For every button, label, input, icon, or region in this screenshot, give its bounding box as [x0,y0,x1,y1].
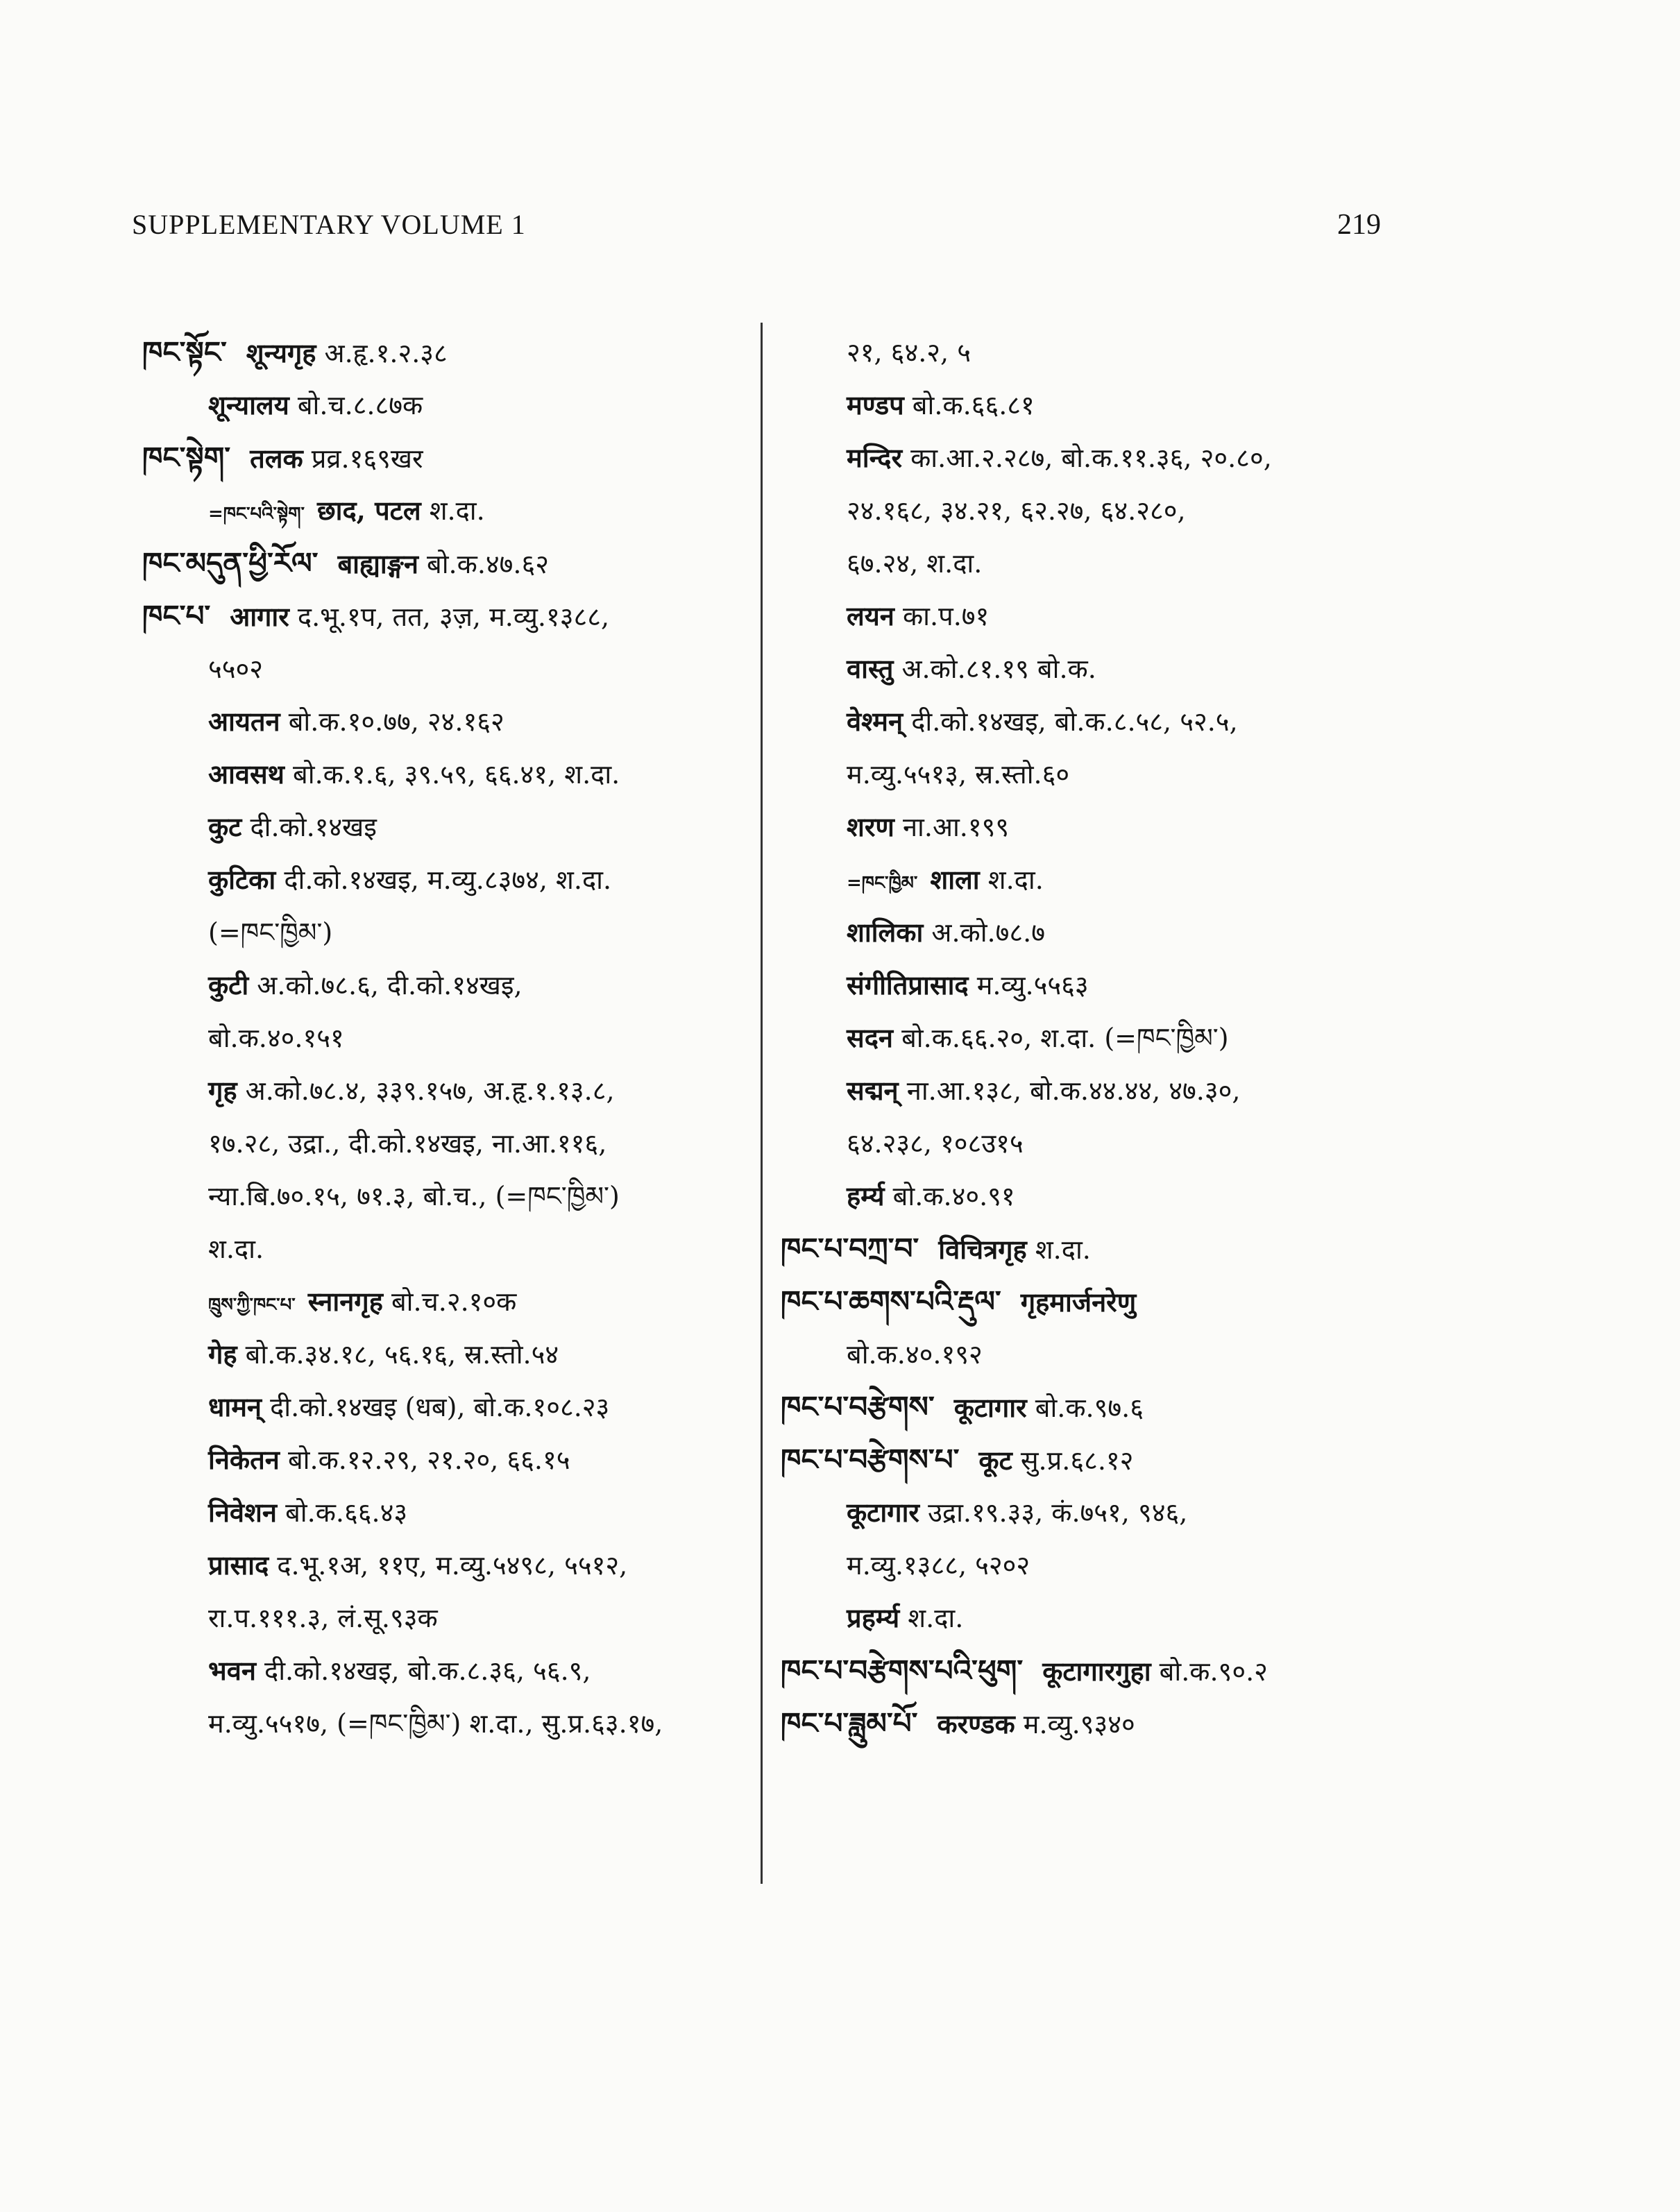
dictionary-line [142,1117,753,1170]
source-reference: दी.को.१४खइ, म.व्यु.८३७४, श.दा. [284,865,612,895]
source-reference: बो.क.६६.८१ [912,390,1035,420]
right-column [781,326,1405,1750]
source-reference: बो.च.२.१०क [391,1286,517,1317]
source-reference: १७.२८, उद्रा., दी.को.१४खइ, ना.आ.११६, [208,1128,607,1159]
sanskrit-headword: गेह [208,1338,237,1370]
source-reference: म.व्यु.५५६३ [976,970,1089,1001]
source-reference: अ.को.७८.६, दी.को.१४खइ, [257,970,523,1001]
source-reference: बो.च.८.८७क [297,390,423,420]
source-reference: बो.क.६६.४३ [285,1497,408,1528]
sanskrit-headword: आयतन [208,706,280,737]
sanskrit-headword: वेश्मन् [847,706,903,737]
dictionary-line [142,695,753,748]
sanskrit-headword: कूटागार [847,1497,919,1528]
dictionary-line [781,906,1405,959]
left-column [142,326,753,1750]
sanskrit-headword: प्रासाद [208,1549,269,1581]
source-reference: २४.१६८, ३४.२१, ६२.२७, ६४.२८०, [847,495,1186,526]
tibetan-crossref: =ཁང་ཁྱིམ་ [847,873,918,894]
source-reference: अ.को.८१.१९ बो.क. [901,654,1096,684]
tibetan-term: ཁང་པ་ཆགས་པའི་རྡུལ་ [781,1284,1001,1318]
sanskrit-headword: मन्दिर [847,442,903,473]
dictionary-line [142,326,753,379]
dictionary-line [142,1223,753,1275]
sanskrit-headword: विचित्रगृह [938,1234,1027,1265]
source-reference: बो.क.१.६, ३९.५९, ६६.४१, श.दा. [293,759,620,790]
dictionary-line [781,1170,1405,1223]
source-reference: का.प.७१ [903,601,990,631]
dictionary-line [781,748,1405,801]
sanskrit-headword: लयन [847,600,894,631]
source-reference: म.व्यु.९३४० [1023,1709,1135,1739]
source-reference: म.व्यु.५५१७, (=ཁང་ཁྱིམ་) श.दा., सु.प्र.६३.१७, [208,1708,663,1739]
sanskrit-headword: कूटागारगुहा [1042,1656,1151,1687]
source-reference: श.दा. [208,1234,264,1264]
dictionary-line [781,853,1405,906]
dictionary-line [781,1644,1405,1697]
dictionary-line [142,853,753,906]
dictionary-line [142,1012,753,1064]
dictionary-line [781,1012,1405,1064]
sanskrit-headword: कुटिका [208,864,276,895]
dictionary-line [781,1328,1405,1381]
dictionary-line [142,379,753,432]
dictionary-line [781,1223,1405,1275]
page-number: 219 [1337,209,1381,241]
tibetan-crossref: ཁྲུས་ཀྱི་ཁང་པ་ [208,1295,296,1316]
dictionary-line [142,432,753,484]
source-reference: ना.आ.१३८, बो.क.४४.४४, ४७.३०, [906,1075,1241,1106]
dictionary-line [142,1592,753,1644]
source-reference: म.व्यु.१३८८, ५२०२ [847,1550,1030,1581]
source-reference: बो.क.१०.७७, २४.१६२ [288,706,504,737]
source-reference: अ.को.७८.४, ३३९.१५७, अ.हृ.१.१३.८, [245,1075,615,1106]
sanskrit-headword: वास्तु [847,653,894,684]
source-reference: दी.को.१४खइ, बो.क.८.५८, ५२.५, [911,706,1238,737]
sanskrit-headword: स्नानगृह [307,1286,383,1317]
tibetan-term: ཁང་སྟོང་ [142,335,227,369]
dictionary-line [142,801,753,853]
tibetan-term: ཁང་པ་བརྩེགས་པའི་ཕུག་ [781,1653,1024,1687]
sanskrit-headword: आगार [230,601,289,632]
source-reference: श.दा. [429,495,485,526]
dictionary-line [142,1381,753,1433]
sanskrit-headword: करण्डक [937,1708,1015,1739]
sanskrit-headword: तलक [250,443,303,474]
source-reference: बो.क.४०.९१ [892,1181,1015,1211]
dictionary-line [781,1381,1405,1433]
source-reference: ५५०२ [208,654,264,684]
dictionary-line [781,537,1405,590]
dictionary-line [142,1486,753,1539]
source-reference: बो.क.४०.१९२ [847,1339,983,1370]
dictionary-line [142,1433,753,1486]
dictionary-line [781,1275,1405,1328]
dictionary-line [142,1170,753,1223]
tibetan-term: ཁང་པ་བརྩེགས་པ་ [781,1443,960,1477]
source-reference: न्या.बि.७०.१५, ७१.३, बो.च., (=ཁང་ཁྱིམ་) [208,1181,620,1211]
dictionary-line [781,959,1405,1012]
sanskrit-headword: हर्म्य [847,1180,885,1211]
dictionary-line [781,1117,1405,1170]
dictionary-line [142,643,753,695]
source-reference: श.दा. [908,1603,964,1633]
dictionary-line [142,906,753,959]
source-reference: अ.को.७८.७ [931,917,1045,948]
dictionary-line [142,1275,753,1328]
dictionary-line [142,748,753,801]
sanskrit-headword: गृह [208,1075,237,1106]
source-reference: श.दा. [987,865,1044,895]
sanskrit-headword: शाला [930,864,980,895]
source-reference: ६७.२४, श.दा. [847,548,983,579]
sanskrit-headword: धामन् [208,1391,262,1422]
sanskrit-headword: शालिका [847,917,924,948]
source-reference: प्रव्र.१६९खर [311,443,423,474]
sanskrit-headword: मण्डप [847,389,904,420]
dictionary-line [781,326,1405,379]
dictionary-line [142,484,753,537]
source-reference: उद्रा.१९.३३, कं.७५१, ९४६, [928,1497,1188,1528]
dictionary-line [781,643,1405,695]
running-title: SUPPLEMENTARY VOLUME 1 [132,209,526,240]
source-reference: दी.को.१४खइ (धब), बो.क.१०८.२३ [270,1392,610,1422]
sanskrit-headword: सद्मन् [847,1075,899,1106]
source-reference: अ.हृ.१.२.३८ [324,338,448,368]
dictionary-line [781,379,1405,432]
dictionary-line [781,1592,1405,1644]
source-reference: बो.क.४०.१५१ [208,1023,344,1053]
dictionary-line [142,959,753,1012]
source-reference: २१, ६४.२, ५ [847,337,971,368]
source-reference: बो.क.१२.२९, २१.२०, ६६.१५ [287,1445,570,1475]
source-reference: का.आ.२.२८७, बो.क.११.३६, २०.८०, [910,443,1272,473]
sanskrit-headword: कूट [978,1445,1012,1476]
sanskrit-headword: शून्यगृह [246,337,316,368]
sanskrit-headword: बाह्याङ्गन [337,548,418,579]
tibetan-term: ཁང་སྟེག་ [142,441,231,475]
source-reference: दी.को.१४खइ, बो.क.८.३६, ५६.९, [264,1656,591,1686]
tibetan-term: ཁང་པ་ཟླུམ་པོ་ [781,1706,918,1740]
tibetan-term: ཁང་མདུན་ཕྱི་རོལ་ [142,546,319,580]
tibetan-crossref: =ཁང་པའི་སྟེག་ [208,504,305,525]
sanskrit-headword: भवन [208,1655,256,1686]
source-reference: बो.क.६६.२०, श.दा. (=ཁང་ཁྱིམ་) [901,1023,1229,1053]
dictionary-line [781,484,1405,537]
source-reference: म.व्यु.५५१३, स्र.स्तो.६० [847,759,1070,790]
dictionary-line [781,801,1405,853]
source-reference: द.भू.१अ, ११ए, म.व्यु.५४९८, ५५१२, [277,1550,628,1581]
dictionary-line [781,695,1405,748]
source-reference: द.भू.१प, तत, ३ज़, म.व्यु.१३८८, [297,602,610,632]
source-reference: (=ཁང་ཁྱིམ་) [208,917,333,948]
tibetan-term: ཁང་པ་བརྩེགས་ [781,1390,935,1424]
sanskrit-headword: सदन [847,1022,893,1053]
sanskrit-headword: गृहमार्जनरेणु [1020,1286,1137,1318]
dictionary-line [142,537,753,590]
sanskrit-headword: शरण [847,811,894,842]
dictionary-line [142,590,753,643]
source-reference: बो.क.९०.२ [1159,1656,1268,1687]
sanskrit-headword: कुट [208,811,242,842]
source-reference: ना.आ.१९९ [902,812,1010,842]
dictionary-line [781,590,1405,643]
sanskrit-headword: प्रहर्म्य [847,1602,900,1633]
sanskrit-headword: कुटी [208,969,249,1001]
sanskrit-headword: निकेतन [208,1444,280,1475]
sanskrit-headword: संगीतिप्रासाद [847,969,969,1001]
sanskrit-headword: निवेशन [208,1497,277,1528]
tibetan-term: ཁང་པ་ [142,599,211,633]
sanskrit-headword: कूटागार [953,1392,1027,1423]
dictionary-line [781,1486,1405,1539]
dictionary-line [142,1064,753,1117]
source-reference: दी.को.१४खइ [250,812,377,842]
source-reference: बो.क.९७.६ [1035,1393,1144,1423]
source-reference: रा.प.१११.३, लं.सू.९३क [208,1603,438,1633]
page-header [132,208,1381,257]
dictionary-line [142,1328,753,1381]
dictionary-line [781,432,1405,484]
source-reference: बो.क.४७.६२ [427,549,550,579]
sanskrit-headword: आवसथ [208,758,285,790]
source-reference: सु.प्र.६८.१२ [1020,1445,1134,1476]
dictionary-line [781,1539,1405,1592]
dictionary-line [142,1697,753,1750]
tibetan-term: ཁང་པ་བཀྲ་བ་ [781,1232,919,1266]
dictionary-line [142,1539,753,1592]
source-reference: श.दा. [1035,1234,1091,1265]
sanskrit-headword: छाद, पटल [316,495,421,526]
source-reference: ६४.२३८, १०८उ१५ [847,1128,1024,1159]
column-divider [761,323,763,1884]
dictionary-line [142,1644,753,1697]
dictionary-line [781,1433,1405,1486]
dictionary-line [781,1697,1405,1750]
dictionary-line [781,1064,1405,1117]
sanskrit-headword: शून्यालय [208,389,289,420]
source-reference: बो.क.३४.१८, ५६.१६, स्र.स्तो.५४ [245,1339,559,1370]
